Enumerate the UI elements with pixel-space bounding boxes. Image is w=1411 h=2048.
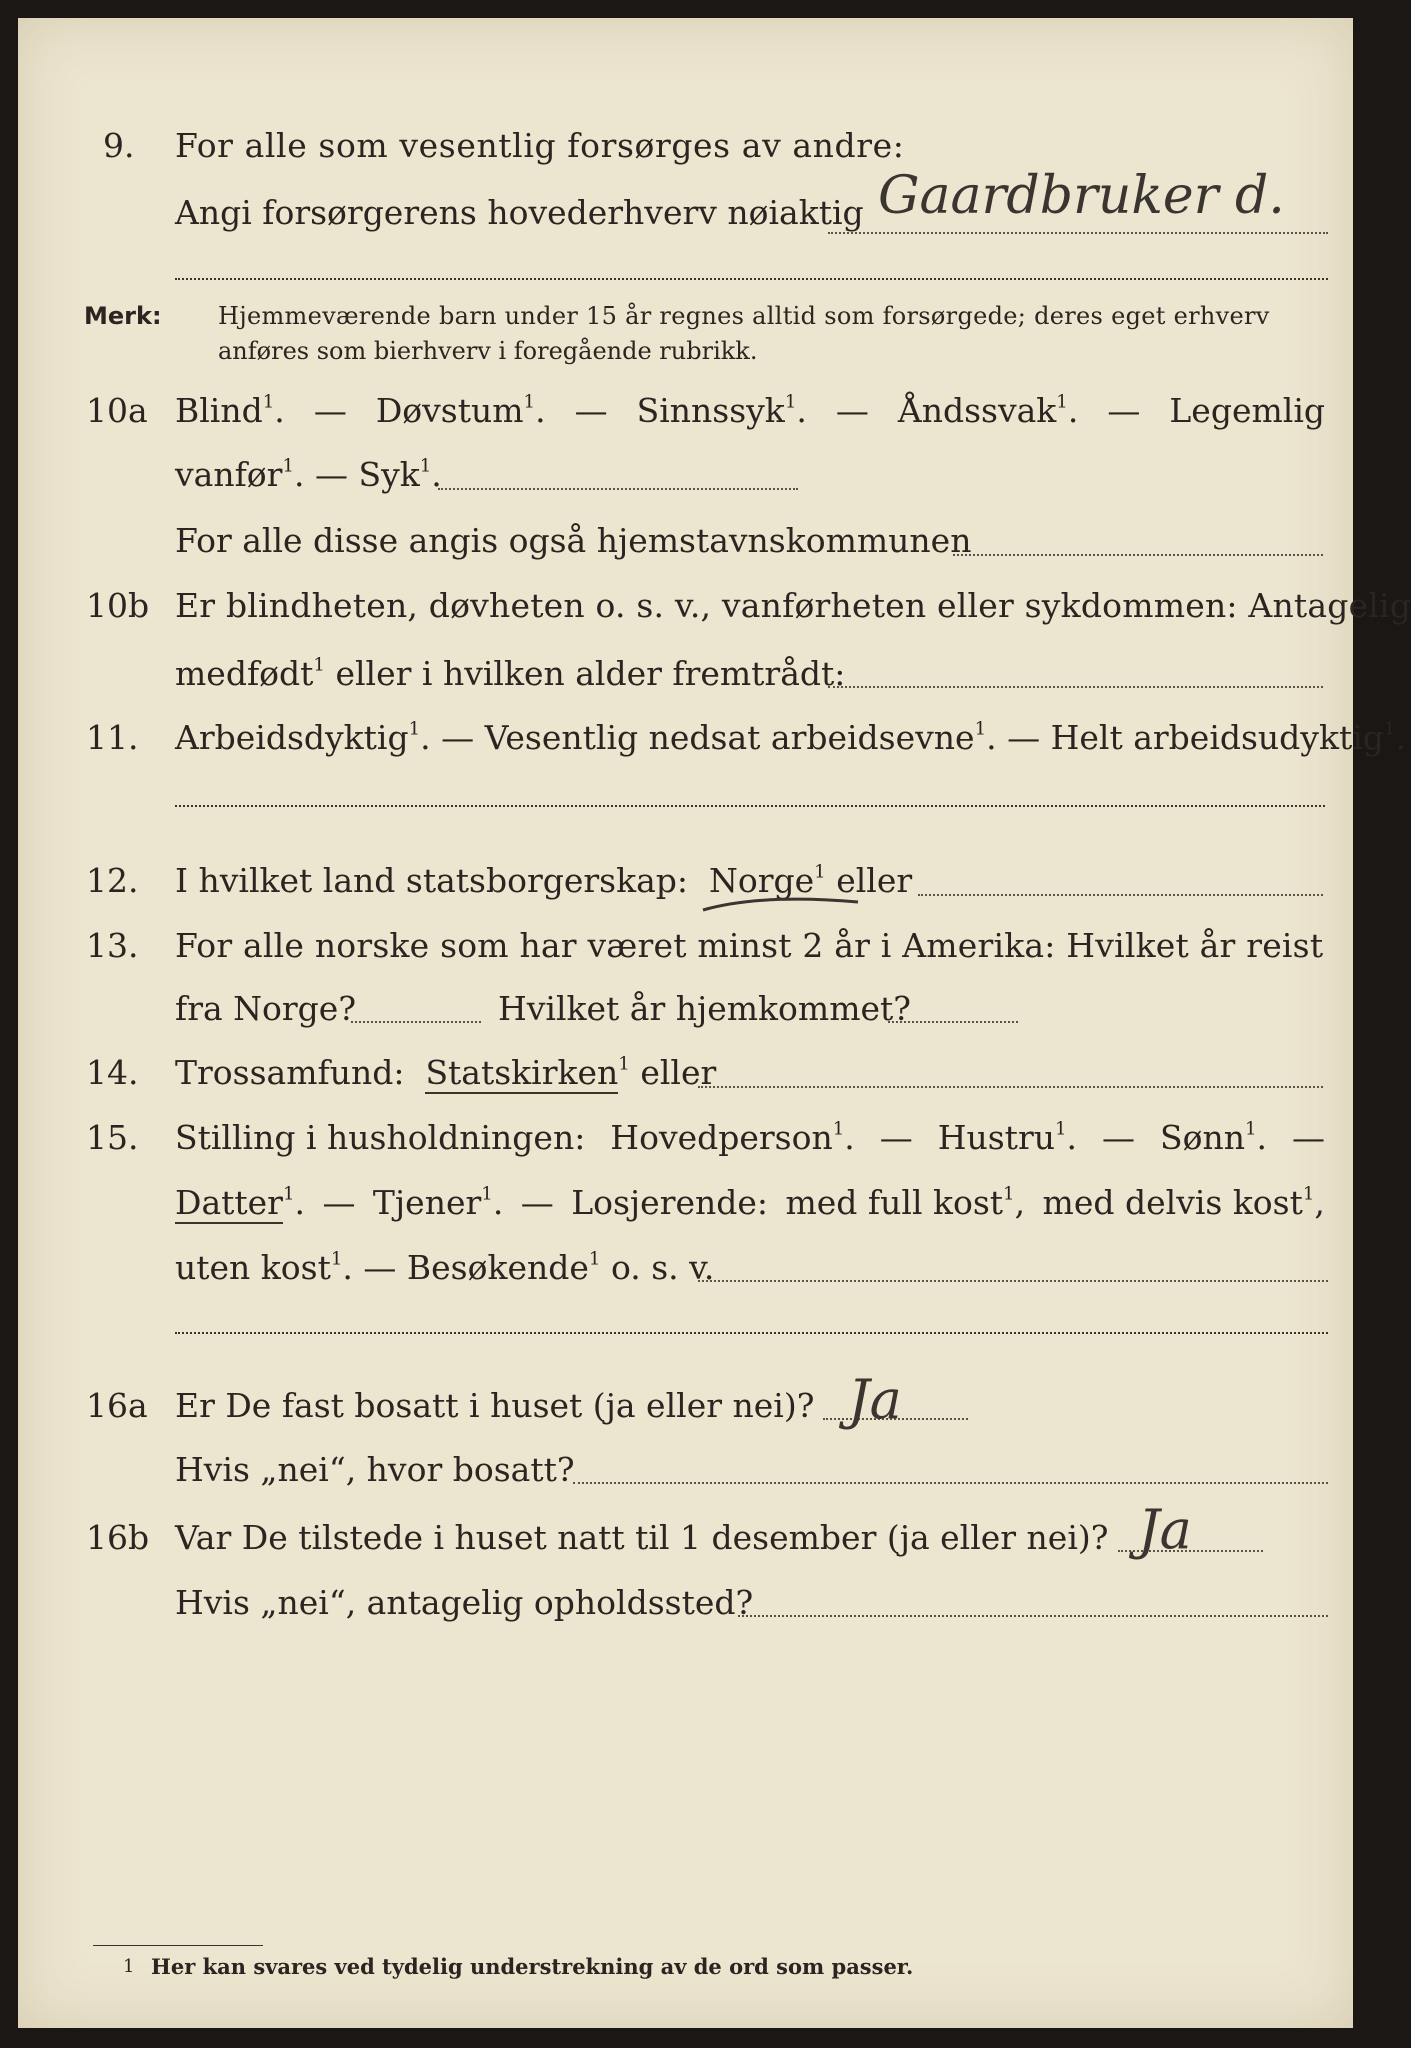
q9-line1: For alle som vesentlig forsørges av andre:	[175, 126, 905, 165]
q16a-line1: Er De fast bosatt i huset (ja eller nei)?	[175, 1386, 815, 1425]
q16a-number: 16a	[86, 1386, 148, 1425]
q16a-line2: Hvis „nei“, hvor bosatt?	[175, 1450, 575, 1489]
opt-sinnssyk: Sinnssyk	[636, 391, 785, 430]
q16a-answer: Ja	[848, 1368, 902, 1431]
q15-line3: uten kost$^1$. — Besøkende$^1$ o. s. v.	[175, 1248, 715, 1287]
q11-line: Arbeidsdyktig$^1$. — Vesentlig nedsat arbeidsevne$^1$. — Helt arbeidsudyktig$^1$.	[175, 718, 1406, 757]
opt-besokende: Besøkende	[406, 1248, 589, 1287]
q13-fra-line	[351, 1021, 481, 1023]
q9-answer: Gaardbruker d.	[878, 166, 1285, 226]
q14-line: Trossamfund: Statskirken$^1$ eller	[175, 1053, 717, 1092]
q11-extra-line	[175, 805, 1325, 807]
opt-syk: Syk	[358, 455, 420, 494]
q15-line2: Datter$^1$. — Tjener$^1$. — Losjerende: med full kost$^1$, med delvis kost$^1$,	[175, 1183, 1325, 1222]
q10b-line2: medfødt$^1$ eller i hvilken alder fremtrådt:	[175, 654, 846, 693]
opt-dovstum: Døvstum	[375, 391, 524, 430]
q10b-number: 10b	[86, 586, 150, 625]
opt-helt: — Helt arbeidsudyktig	[1007, 718, 1384, 757]
opt-hovedperson: Hovedperson	[610, 1118, 833, 1157]
q10a-syk-line	[438, 488, 798, 490]
q15-osv-line	[698, 1280, 1328, 1282]
opt-uten-kost: uten kost	[175, 1248, 331, 1287]
opt-medfodt: medfødt	[175, 654, 314, 693]
q16b-opholdssted-line	[738, 1615, 1328, 1617]
opt-delvis-kost: med delvis kost	[1042, 1183, 1303, 1222]
q15-number: 15.	[86, 1118, 139, 1157]
q16b-line2: Hvis „nei“, antagelig opholdssted?	[175, 1583, 754, 1622]
opt-nedsat: — Vesentlig nedsat arbeidsevne	[441, 718, 975, 757]
q16b-line1: Var De tilstede i huset natt til 1 desember (ja eller nei)?	[175, 1518, 1109, 1557]
opt-blind: Blind	[175, 391, 263, 430]
q10b-alder-line	[828, 686, 1323, 688]
census-form-page	[18, 18, 1411, 2028]
merk-line1: Hjemmeværende barn under 15 år regnes alltid som forsørgede; deres eget erhverv	[218, 302, 1270, 330]
q10a-line2: vanfør$^1$. — Syk$^1$.	[175, 455, 442, 494]
q15-line1: Stilling i husholdningen: Hovedperson$^1$. — Hustru$^1$. — Sønn$^1$. —	[175, 1118, 1325, 1157]
q9-number: 9.	[103, 126, 135, 165]
q11-number: 11.	[86, 718, 139, 757]
q10a-hjemstavn-line	[953, 554, 1323, 556]
q10a-line1: Blind$^1$. — Døvstum$^1$. — Sinnssyk$^1$. — Åndssvak$^1$. — Legemlig	[175, 391, 1325, 430]
opt-tjener: Tjener	[372, 1183, 482, 1222]
footnote-mark: 1	[123, 1956, 135, 1977]
opt-statskirken: Statskirken	[425, 1053, 619, 1092]
opt-andssvak: Åndssvak	[897, 391, 1057, 430]
q10a-number: 10a	[86, 391, 148, 430]
q12-eller-line	[918, 894, 1323, 896]
opt-hustru: Hustru	[937, 1118, 1055, 1157]
q10a-line3: For alle disse angis også hjemstavnskommunen	[175, 521, 972, 560]
q14-number: 14.	[86, 1053, 139, 1092]
q15-extra-line	[175, 1332, 1328, 1334]
opt-norge: Norge	[709, 861, 815, 900]
opt-legemlig: Legemlig	[1169, 391, 1325, 430]
merk-label: Merk:	[84, 302, 162, 330]
q13-line1: For alle norske som har været minst 2 år i Amerika: Hvilket år reist	[175, 926, 1324, 965]
q10b-line1: Er blindheten, døvheten o. s. v., vanførheten eller sykdommen: Antagelig	[175, 586, 1411, 625]
q13-number: 13.	[86, 926, 139, 965]
footnote-rule	[93, 1945, 263, 1946]
q16a-bosatt-line	[573, 1482, 1328, 1484]
q9-answer-line	[828, 232, 1328, 234]
opt-sonn: Sønn	[1159, 1118, 1245, 1157]
q13-hjem-line	[888, 1021, 1018, 1023]
q12-number: 12.	[86, 861, 139, 900]
opt-full-kost: med full kost	[785, 1183, 1004, 1222]
q16b-answer: Ja	[1138, 1498, 1192, 1561]
q9-line2: Angi forsørgerens hovederhverv nøiaktig	[175, 193, 864, 232]
q14-eller-line	[698, 1086, 1323, 1088]
opt-vanfor: vanfør	[175, 455, 283, 494]
opt-losjerende: Losjerende:	[571, 1183, 769, 1222]
q13-fra: fra Norge?	[175, 989, 357, 1028]
q16b-number: 16b	[86, 1518, 150, 1557]
footnote-text: Her kan svares ved tydelig understrekning av de ord som passer.	[151, 1954, 914, 1979]
q13-hjem: Hvilket år hjemkommet?	[498, 989, 911, 1028]
merk-line2: anføres som bierhverv i foregående rubrikk.	[218, 337, 758, 365]
opt-datter: Datter	[175, 1183, 283, 1222]
q9-extra-line	[175, 278, 1328, 280]
norge-underline-mark	[698, 888, 868, 918]
opt-arbeidsdyktig: Arbeidsdyktig	[175, 718, 409, 757]
q12-line: I hvilket land statsborgerskap: Norge$^1$ eller	[175, 861, 913, 900]
